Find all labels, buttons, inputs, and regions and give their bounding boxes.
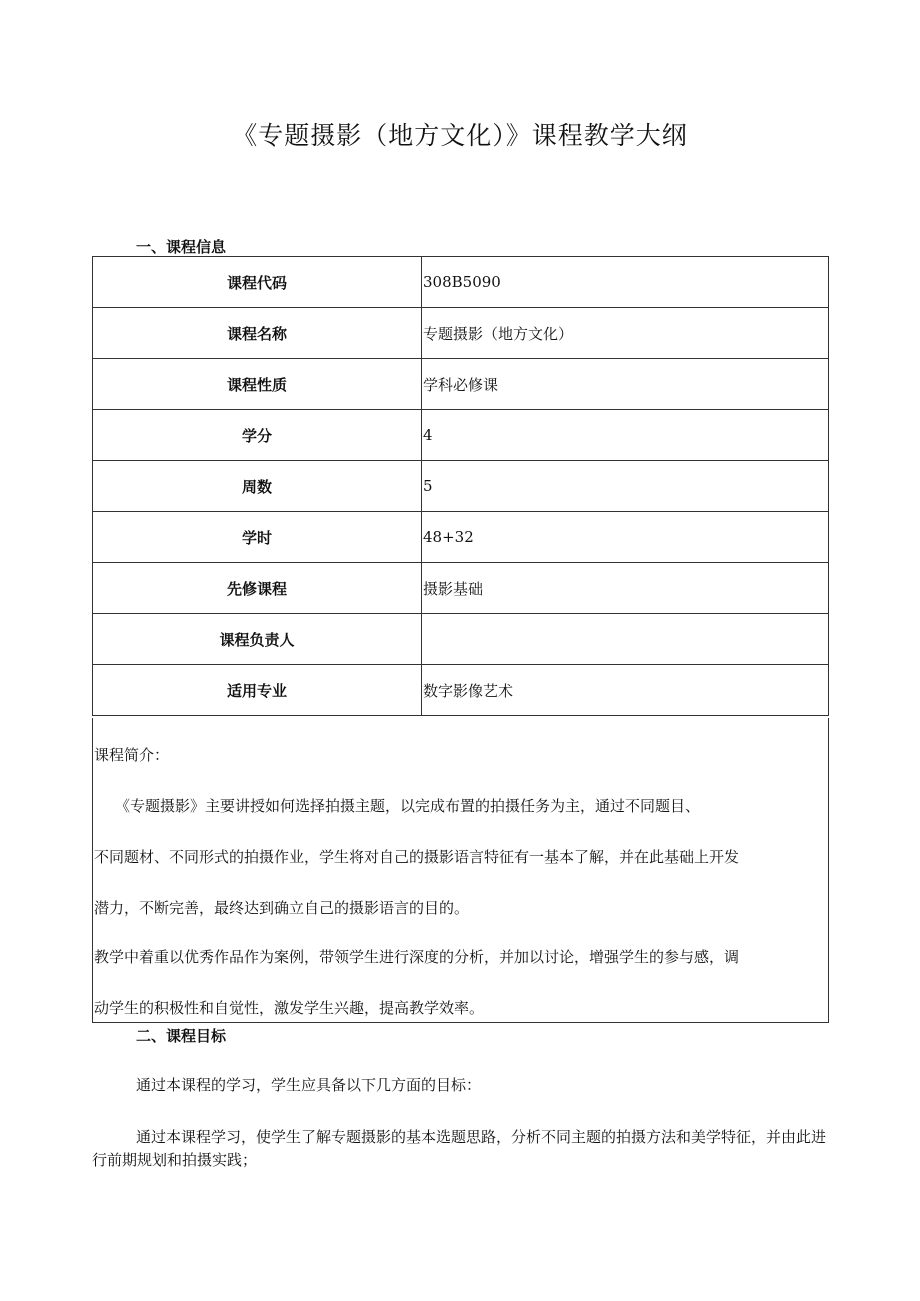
row-label: 课程性质	[93, 359, 422, 410]
row-value: 308B5090	[422, 257, 829, 308]
intro-line: 教学中着重以优秀作品作为案例，带领学生进行深度的分析，并加以讨论，增强学生的参与感，调	[94, 948, 740, 966]
row-label: 课程名称	[93, 308, 422, 359]
table-row	[93, 461, 829, 512]
row-label: 适用专业	[93, 665, 422, 716]
table-row	[93, 410, 829, 461]
course-intro-box	[92, 718, 829, 1023]
course-info-table	[92, 256, 829, 716]
row-label: 课程代码	[93, 257, 422, 308]
table-row	[93, 257, 829, 308]
row-value: 摄影基础	[422, 563, 829, 614]
row-value: 数字影像艺术	[422, 665, 829, 716]
intro-line: 《专题摄影》主要讲授如何选择拍摄主题，以完成布置的拍摄任务为主，通过不同题目、	[115, 797, 701, 815]
section-heading-course-objectives: 二、课程目标	[136, 1027, 227, 1045]
row-value: 48+32	[422, 512, 829, 563]
intro-line: 不同题材、不同形式的拍摄作业，学生将对自己的摄影语言特征有一基本了解，并在此基础上开发	[94, 848, 740, 866]
row-value: 学科必修课	[422, 359, 829, 410]
row-value: 专题摄影（地方文化）	[422, 308, 829, 359]
intro-line: 潜力，不断完善，最终达到确立自己的摄影语言的目的。	[94, 899, 470, 917]
row-label: 学时	[93, 512, 422, 563]
table-row	[93, 665, 829, 716]
row-value	[422, 614, 829, 665]
row-label: 课程负责人	[93, 614, 422, 665]
table-row	[93, 359, 829, 410]
row-value: 5	[422, 461, 829, 512]
table-row	[93, 614, 829, 665]
section-heading-course-info: 一、课程信息	[136, 238, 227, 256]
row-label: 周数	[93, 461, 422, 512]
table-row	[93, 512, 829, 563]
objectives-paragraph: 通过本课程学习，使学生了解专题摄影的基本选题思路，分析不同主题的拍摄方法和美学特征，并由此进行前期规划和拍摄实践；	[92, 1128, 827, 1169]
row-value: 4	[422, 410, 829, 461]
table-row	[93, 563, 829, 614]
objectives-intro-paragraph: 通过本课程的学习，学生应具备以下几方面的目标：	[136, 1076, 482, 1094]
table-row	[93, 308, 829, 359]
row-label: 学分	[93, 410, 422, 461]
document-title: 《专题摄影（地方文化）》课程教学大纲	[232, 121, 688, 150]
row-label: 先修课程	[93, 563, 422, 614]
intro-line: 动学生的积极性和自觉性，激发学生兴趣，提高教学效率。	[94, 999, 485, 1017]
intro-heading: 课程简介：	[94, 746, 170, 764]
